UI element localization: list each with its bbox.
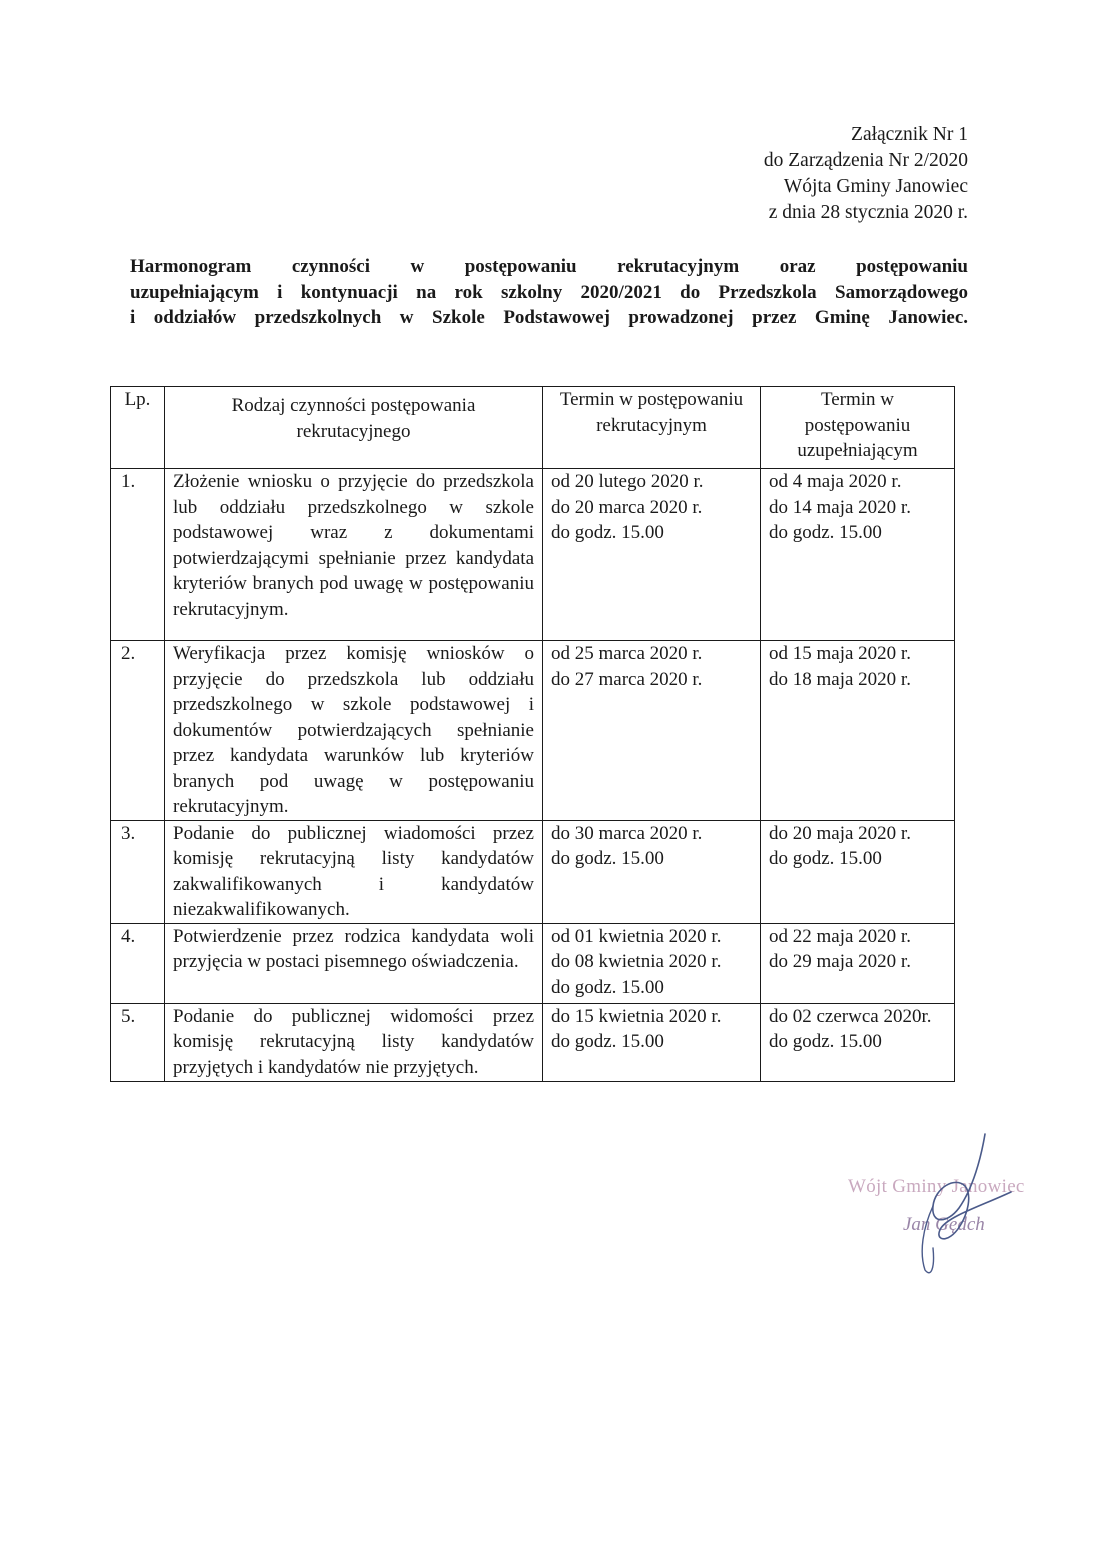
supplementary-deadline xyxy=(761,923,955,1003)
supplementary-deadline xyxy=(761,641,955,821)
deadline-line: od 25 marca 2020 r. xyxy=(551,643,703,664)
document-title xyxy=(130,254,968,331)
row-number: 2. xyxy=(111,641,165,821)
schedule-table xyxy=(110,386,955,1082)
issuer: Wójta Gminy Janowiec xyxy=(783,176,968,197)
recruitment-deadline xyxy=(543,923,761,1003)
deadline-line: od 20 lutego 2020 r. xyxy=(551,471,704,492)
recruitment-deadline xyxy=(543,820,761,923)
table-row xyxy=(111,923,955,1003)
deadline-line: do 29 maja 2020 r. xyxy=(769,951,911,972)
deadline-line: do godz. 15.00 xyxy=(769,522,882,543)
row-number: 4. xyxy=(111,923,165,1003)
supplementary-deadline xyxy=(761,1003,955,1081)
table-row xyxy=(111,1003,955,1081)
table-row xyxy=(111,820,955,923)
deadline-line: do 08 kwietnia 2020 r. xyxy=(551,951,722,972)
header-recruitment-date: Termin w postępowaniu rekrutacyjnym xyxy=(543,387,761,469)
activity-description: Weryfikacja przez komisję wniosków o przyjęcie do przedszkola lub oddziału przedszkolnego w szkole podstawowej i dokumentów potwierdzających spełnianie przez kandydata warunków lub kryteriów branych pod uwagę w postępowaniu rekrutacyjnym. xyxy=(165,641,543,821)
header-lp: Lp. xyxy=(111,387,165,469)
deadline-line: do 02 czerwca 2020r. xyxy=(769,1005,932,1027)
supplementary-deadline xyxy=(761,469,955,641)
ordinance-reference: do Zarządzenia Nr 2/2020 xyxy=(763,150,968,171)
attachment-number: Załącznik Nr 1 xyxy=(851,124,968,145)
title-line-2: uzupełniającym i kontynuacji na rok szkolny 2020/2021 do Przedszkola Samorządowego xyxy=(130,281,968,303)
stamp-name: Jan Gędch xyxy=(903,1214,985,1235)
table-row xyxy=(111,469,955,641)
deadline-line: do 15 kwietnia 2020 r. xyxy=(551,1005,722,1027)
row-number: 1. xyxy=(111,469,165,641)
deadline-line: do godz. 15.00 xyxy=(769,1031,882,1052)
deadline-line: do 14 maja 2020 r. xyxy=(769,496,911,518)
deadline-line: do godz. 15.00 xyxy=(769,848,882,869)
deadline-line: od 4 maja 2020 r. xyxy=(769,471,902,492)
recruitment-deadline xyxy=(543,469,761,641)
deadline-line: do 18 maja 2020 r. xyxy=(769,668,911,690)
ordinance-date: z dnia 28 stycznia 2020 r. xyxy=(768,202,968,223)
activity-description: Podanie do publicznej widomości przez komisję rekrutacyjną listy kandydatów przyjętych i kandydatów nie przyjętych. xyxy=(165,1003,543,1081)
deadline-line: od 01 kwietnia 2020 r. xyxy=(551,925,722,947)
deadline-line: do 20 maja 2020 r. xyxy=(769,822,911,844)
row-number: 5. xyxy=(111,1003,165,1081)
activity-description: Podanie do publicznej wiadomości przez komisję rekrutacyjną listy kandydatów zakwalifikowanych i kandydatów niezakwalifikowanych. xyxy=(165,820,543,923)
activity-description: Złożenie wniosku o przyjęcie do przedszkola lub oddziału przedszkolnego w szkole podstawowej wraz z dokumentami potwierdzającymi spełnianie przez kandydata kryteriów branych pod uwagę w postępowaniu rekrutacyjnym. xyxy=(165,469,543,641)
header-supplementary-date: Termin w postępowaniu uzupełniającym xyxy=(761,387,955,469)
deadline-line: od 22 maja 2020 r. xyxy=(769,925,911,947)
title-line-3: i oddziałów przedszkolnych w Szkole Podstawowej prowadzonej przez Gminę Janowiec. xyxy=(130,307,968,328)
deadline-line: do godz. 15.00 xyxy=(551,976,664,998)
deadline-line: do godz. 15.00 xyxy=(551,848,664,869)
deadline-line: do 27 marca 2020 r. xyxy=(551,668,703,690)
table-header-row xyxy=(111,387,955,469)
activity-description: Potwierdzenie przez rodzica kandydata woli przyjęcia w postaci pisemnego oświadczenia. xyxy=(165,923,543,1003)
deadline-line: do 30 marca 2020 r. xyxy=(551,822,703,844)
handwritten-signature-icon xyxy=(885,1128,1035,1278)
deadline-line: do 20 marca 2020 r. xyxy=(551,496,703,518)
deadline-line: od 15 maja 2020 r. xyxy=(769,643,911,664)
supplementary-deadline xyxy=(761,820,955,923)
header-activity: Rodzaj czynności postępowania rekrutacyjnego xyxy=(165,387,543,469)
attachment-header xyxy=(764,122,968,226)
title-line-1: Harmonogram czynności w postępowaniu rekrutacyjnym oraz postępowaniu xyxy=(130,256,968,277)
table-row xyxy=(111,641,955,821)
row-number: 3. xyxy=(111,820,165,923)
deadline-line: do godz. 15.00 xyxy=(551,1031,664,1052)
recruitment-deadline xyxy=(543,641,761,821)
recruitment-deadline xyxy=(543,1003,761,1081)
stamp-office: Wójt Gminy Janowiec xyxy=(848,1176,1025,1197)
deadline-line: do godz. 15.00 xyxy=(551,522,664,543)
